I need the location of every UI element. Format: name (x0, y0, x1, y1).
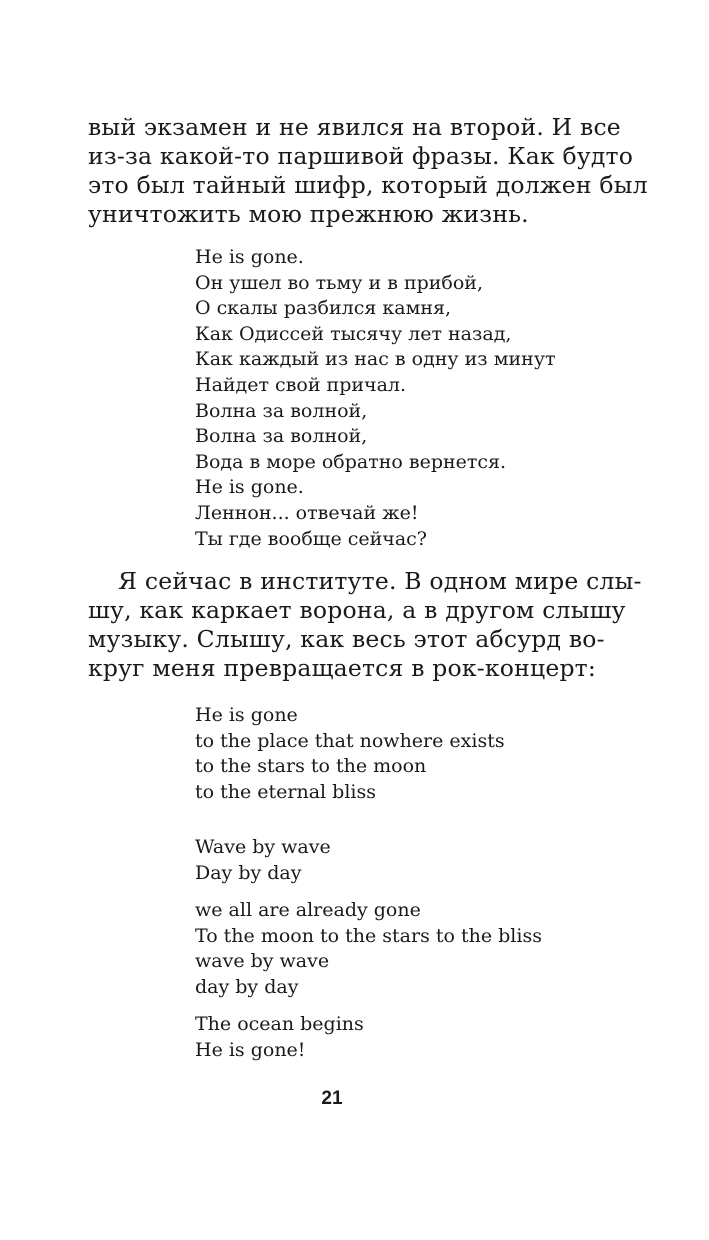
verse-line: wave by wave (195, 950, 330, 973)
text-line: уничтожить мою прежнюю жизнь. (88, 200, 529, 228)
text-line: шу, как каркает ворона, а в другом слышу (88, 596, 626, 624)
verse-line: to the stars to the moon (195, 755, 427, 778)
verse-line: He is gone (195, 704, 298, 726)
text-line: вый экзамен и не явился на второй. И все (88, 113, 621, 141)
verse-line: Day by day (195, 861, 302, 884)
verse-line: To the moon to the stars to the bliss (195, 924, 542, 947)
page-number: 21 (321, 1088, 343, 1109)
verse-2-stanza-4 (195, 1012, 364, 1063)
verse-line: He is gone! (195, 1038, 306, 1061)
verse-line: to the eternal bliss (195, 780, 376, 803)
verse-line: Как каждый из нас в одну из минут (195, 348, 556, 371)
verse-line: Как Одиссей тысячу лет назад, (195, 322, 512, 345)
text-line: Я сейчас в институте. В одном мире слы- (118, 567, 642, 595)
verse-line: He is gone. (195, 246, 304, 268)
verse-2-stanza-1 (195, 703, 505, 805)
verse-line: Волна за волной, (195, 399, 368, 422)
text-line: это был тайный шифр, который должен был (88, 171, 648, 199)
paragraph-1 (88, 113, 648, 229)
text-line: из-за какой-то паршивой фразы. Как будто (88, 142, 634, 170)
verse-line: Леннон... отвечай же! (195, 501, 419, 524)
verse-line: Ты где вообще сейчас? (195, 527, 427, 550)
verse-1 (195, 245, 556, 552)
text-line: круг меня превращается в рок-концерт: (88, 654, 597, 682)
verse-line: Волна за волной, (195, 425, 368, 448)
verse-line: to the place that nowhere exists (195, 729, 505, 752)
verse-line: The ocean begins (195, 1013, 364, 1035)
verse-line: Вода в море обратно вернется. (195, 450, 507, 473)
verse-line: Найдет свой причал. (195, 373, 407, 396)
paragraph-2 (88, 567, 642, 683)
verse-line: О скалы разбился камня, (195, 297, 452, 320)
verse-line: Он ушел во тьму и в прибой, (195, 271, 484, 294)
text-line: музыку. Слышу, как весь этот абсурд во- (88, 625, 605, 653)
verse-2-stanza-2 (195, 835, 331, 886)
verse-2-stanza-3 (195, 898, 542, 1000)
verse-line: He is gone. (195, 476, 304, 499)
verse-line: day by day (195, 975, 299, 998)
verse-line: Wave by wave (195, 836, 331, 858)
verse-line: we all are already gone (195, 899, 421, 921)
